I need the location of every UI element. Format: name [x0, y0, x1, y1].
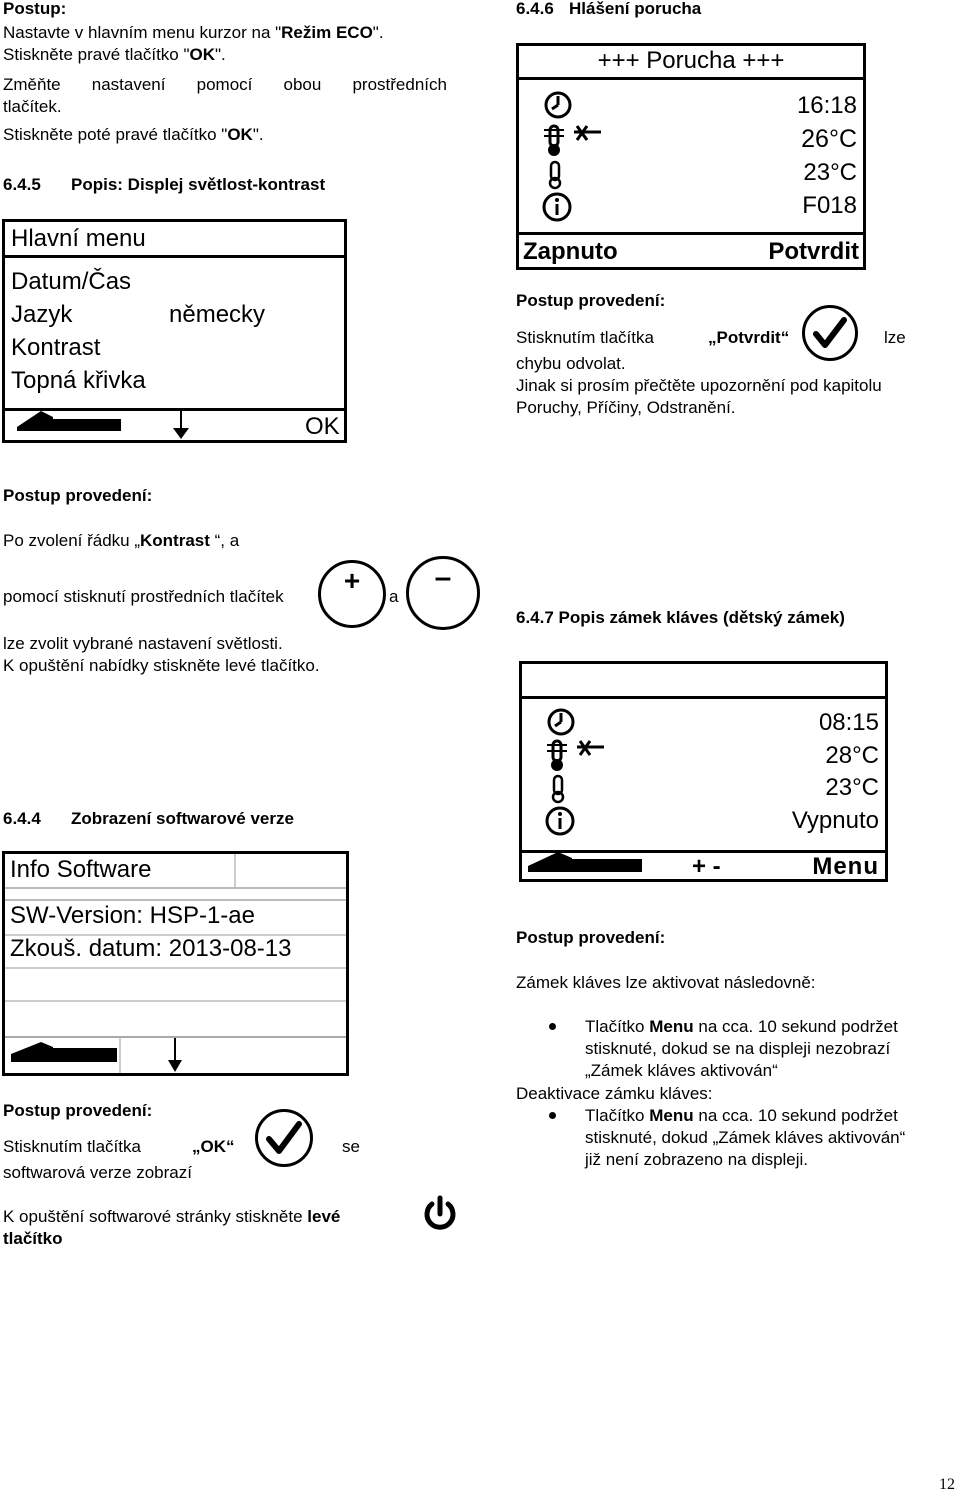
back-arrow-icon[interactable]	[524, 850, 644, 880]
instruction-line-2: Stiskněte pravé tlačítko "OK".	[3, 45, 226, 64]
plus-button-icon: +	[318, 560, 386, 628]
fault-procedure-line3: Jinak si prosím přečtěte upozornění pod kapitolu	[516, 376, 882, 395]
clock-icon	[546, 708, 576, 736]
contrast-procedure-and: a	[389, 587, 399, 606]
fault-procedure-heading: Postup provedení:	[516, 291, 666, 310]
section-646-number: 6.4.6	[516, 0, 554, 18]
instruction-line-1: Nastavte v hlavním menu kurzor na "Režim ECO".	[3, 23, 384, 42]
bullet	[549, 1112, 556, 1119]
menu-item-datetime[interactable]: Datum/Čas	[11, 268, 132, 295]
menu-title: Hlavní menu	[11, 225, 146, 252]
plus-minus-label[interactable]: + -	[692, 853, 721, 880]
checkmark-icon	[255, 1109, 313, 1167]
lock-procedure-intro: Zámek kláves lze aktivovat následovně:	[516, 973, 816, 992]
fault-left-label[interactable]: Zapnuto	[523, 238, 618, 265]
checkmark-icon	[802, 305, 858, 361]
software-exit-line1: K opuštění softwarové stránky stiskněte levé	[3, 1207, 341, 1226]
bullet	[549, 1023, 556, 1030]
lock-temp1: 28°C	[825, 742, 879, 769]
lock-bullet1-line3: „Zámek kláves aktivován“	[585, 1061, 778, 1080]
contrast-procedure-line2: pomocí stisknutí prostředních tlačítek	[3, 587, 284, 606]
contrast-procedure-line4: K opuštění nabídky stiskněte levé tlačítko.	[3, 656, 320, 675]
contrast-procedure-line1: Po zvolení řádku „Kontrast “, a	[3, 531, 240, 550]
arrow-down-icon[interactable]	[171, 408, 191, 440]
lock-bullet2-line3: již není zobrazeno na displeji.	[585, 1150, 809, 1169]
divider	[5, 1000, 346, 1002]
minus-button-icon: –	[406, 556, 480, 630]
divider	[5, 255, 344, 258]
fault-procedure-line2: chybu odvolat.	[516, 354, 626, 373]
page-number: 12	[939, 1476, 955, 1493]
section-645-number: 6.4.5	[3, 175, 41, 194]
section-647-heading: 6.4.7 Popis zámek kláves (dětský zámek)	[516, 608, 845, 627]
software-title: Info Software	[10, 856, 152, 883]
lock-bullet1-line2: stisknuté, dokud se na displeji nezobrazí	[585, 1039, 891, 1058]
contrast-procedure-heading: Postup provedení:	[3, 486, 153, 505]
lock-temp2: 23°C	[825, 774, 879, 801]
fault-confirm-label[interactable]: Potvrdit	[768, 238, 859, 265]
software-version: SW-Version: HSP-1-ae	[10, 902, 255, 929]
software-test-date: Zkouš. datum: 2013-08-13	[10, 935, 292, 962]
lock-bullet2-line1: Tlačítko Menu na cca. 10 sekund podržet	[585, 1106, 898, 1125]
menu-item-language[interactable]: Jazyk	[11, 301, 73, 328]
fault-procedure-line1-pre: Stisknutím tlačítka	[516, 328, 654, 347]
fault-code: F018	[802, 192, 857, 219]
menu-item-heating-curve[interactable]: Topná křivka	[11, 367, 146, 394]
fault-procedure-line4: Poruchy, Příčiny, Odstranění.	[516, 398, 736, 417]
back-arrow-icon[interactable]	[11, 409, 123, 439]
section-645-title: Popis: Displej světlost-kontrast	[71, 175, 326, 194]
instruction-line-3: Změňte nastavení pomocí obou prostředních	[3, 75, 447, 94]
lock-procedure-heading: Postup provedení:	[516, 928, 666, 947]
divider	[5, 967, 346, 969]
software-procedure-heading: Postup provedení:	[3, 1101, 153, 1120]
divider	[519, 232, 863, 235]
divider	[119, 1038, 121, 1073]
divider	[234, 854, 236, 887]
divider	[522, 696, 885, 699]
fault-procedure-confirm: „Potvrdit“	[708, 328, 790, 347]
divider	[5, 887, 346, 889]
software-procedure-line1-post: se	[342, 1137, 360, 1156]
lock-time: 08:15	[818, 709, 879, 736]
software-exit-line2: tlačítko	[3, 1229, 63, 1248]
lock-deactivation-label: Deaktivace zámku kláves:	[516, 1084, 713, 1103]
section-644-title: Zobrazení softwarové verze	[71, 809, 294, 828]
menu-item-language-value: německy	[169, 301, 266, 328]
lock-bullet2-line2: stisknuté, dokud „Zámek kláves aktivován“	[585, 1128, 906, 1147]
lock-bullet1-line1: Tlačítko Menu na cca. 10 sekund podržet	[585, 1017, 898, 1036]
instruction-line-5: Stiskněte poté pravé tlačítko "OK".	[3, 125, 264, 144]
software-procedure-line2: softwarová verze zobrazí	[3, 1163, 192, 1182]
software-procedure-line1-pre: Stisknutím tlačítka	[3, 1137, 141, 1156]
menu-item-contrast[interactable]: Kontrast	[11, 334, 101, 361]
key-lock-display	[519, 661, 888, 882]
power-icon	[422, 1195, 458, 1233]
thermometer-icon	[548, 774, 568, 804]
arrow-down-icon[interactable]	[165, 1038, 185, 1074]
divider	[519, 77, 863, 80]
heating-icon	[541, 124, 611, 158]
back-arrow-icon[interactable]	[7, 1040, 119, 1070]
fault-procedure-line1-post: lze	[884, 328, 906, 347]
info-icon	[541, 192, 573, 222]
postup-label: Postup:	[3, 0, 67, 18]
clock-icon	[543, 91, 573, 119]
contrast-procedure-line3: lze zvolit vybrané nastavení světlosti.	[3, 634, 283, 653]
info-icon	[544, 806, 576, 836]
main-menu-display	[2, 219, 347, 443]
section-646-title: Hlášení porucha	[569, 0, 702, 18]
thermometer-icon	[545, 160, 565, 190]
fault-time: 16:18	[796, 92, 857, 119]
section-644-number: 6.4.4	[3, 809, 41, 828]
software-info-display	[2, 851, 349, 1076]
heating-icon	[544, 739, 614, 773]
lock-status: Vypnuto	[791, 807, 879, 834]
software-procedure-ok: „OK“	[192, 1137, 235, 1156]
fault-temp2: 23°C	[803, 159, 857, 186]
ok-label[interactable]: OK	[305, 413, 340, 440]
fault-temp1: 26°C	[801, 125, 857, 153]
menu-label[interactable]: Menu	[812, 853, 879, 880]
fault-header: +++ Porucha +++	[597, 47, 785, 74]
instruction-line-4: tlačítek.	[3, 97, 62, 116]
fault-display	[516, 43, 866, 270]
